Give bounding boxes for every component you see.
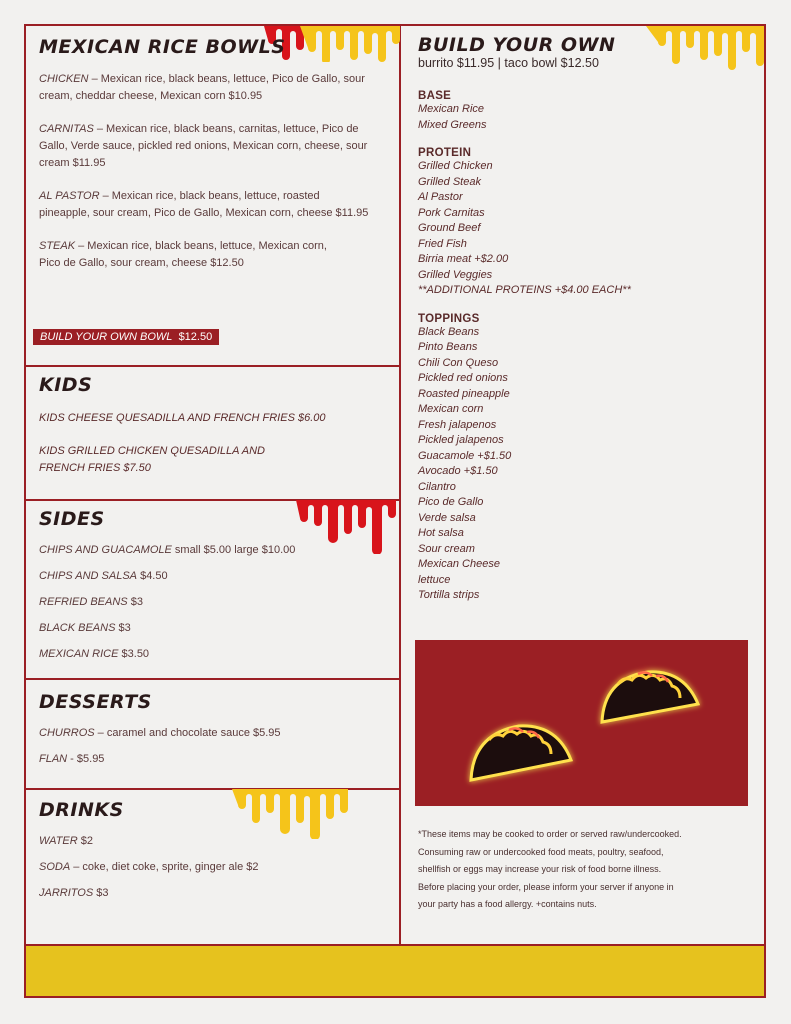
list-item: Grilled Steak	[418, 175, 481, 188]
menu-item	[39, 121, 369, 172]
list-item: Fresh jalapenos	[418, 418, 497, 431]
item-name: BLACK BEANS	[39, 622, 116, 634]
list-item: Pinto Beans	[418, 341, 478, 353]
menu-item	[39, 188, 369, 222]
item-name: WATER	[39, 835, 78, 847]
item-price: $3.50	[118, 648, 150, 660]
list-item: Mixed Greens	[418, 118, 487, 131]
divider	[24, 678, 400, 680]
menu-item	[39, 542, 369, 559]
item-name: CHIPS AND SALSA	[39, 570, 138, 582]
list-item: Tortilla strips	[418, 589, 480, 601]
build-your-own-section	[418, 34, 748, 604]
bottom-band	[26, 944, 764, 996]
list-item: Mexican Cheese	[418, 558, 500, 570]
section-title: SIDES	[39, 508, 105, 530]
item-name: CARNITAS	[39, 123, 94, 135]
list-item: Pico de Gallo	[418, 496, 484, 508]
item-name: CHICKEN	[39, 73, 89, 85]
item-name: REFRIED BEANS	[39, 596, 128, 608]
item-name: STEAK	[39, 240, 76, 252]
menu-item	[39, 620, 369, 637]
list-item: Birria meat +$2.00	[418, 253, 509, 265]
item-name: JARRITOS	[39, 887, 94, 899]
byo-bowl-label: BUILD YOUR OWN BOWL	[40, 331, 173, 343]
item-name: FLAN	[39, 753, 68, 765]
list-item: Mexican Rice	[418, 103, 485, 115]
list-item: Grilled Veggies	[418, 268, 493, 281]
menu-item	[39, 568, 369, 585]
allergy-disclaimer	[418, 826, 758, 914]
drinks-section	[39, 799, 369, 902]
list-item: **ADDITIONAL PROTEINS +$4.00 EACH**	[418, 284, 631, 296]
menu-item: KIDS GRILLED CHICKEN QUESADILLA AND FRENCH FRIES $7.50	[39, 445, 265, 474]
list-item: Pickled jalapenos	[418, 434, 504, 446]
item-price: $3	[127, 596, 143, 608]
section-title: KIDS	[39, 374, 93, 396]
item-desc: – Mexican rice, black beans, lettuce, Pico de Gallo, sour cream, cheddar cheese, Mexican corn $10.95	[39, 73, 365, 102]
protein-list	[418, 159, 748, 299]
protein-heading: PROTEIN	[418, 147, 472, 159]
item-name: CHIPS AND GUACAMOLE	[39, 544, 172, 556]
list-item: lettuce	[418, 573, 451, 586]
item-name: SODA	[39, 861, 71, 873]
menu-item	[39, 646, 369, 663]
sides-section	[39, 508, 369, 663]
disclaimer-line: *These items may be cooked to order or served raw/undercooked.	[418, 829, 682, 839]
list-item: Guacamole +$1.50	[418, 449, 512, 462]
section-title: DRINKS	[39, 799, 124, 821]
menu-item	[39, 885, 369, 902]
list-item: Cilantro	[418, 480, 456, 493]
list-item: Sour cream	[418, 542, 475, 555]
list-item: Black Beans	[418, 325, 480, 338]
list-item: Hot salsa	[418, 527, 464, 539]
section-title: BUILD YOUR OWN	[418, 34, 616, 56]
disclaimer-line: Before placing your order, please inform your server if anyone in	[418, 881, 674, 892]
list-item: Avocado +$1.50	[418, 465, 498, 477]
item-price: $2	[77, 835, 94, 847]
item-desc: – Mexican rice, black beans, lettuce, Mexican corn, Pico de Gallo, sour cream, cheese $12.50	[39, 240, 327, 269]
neon-taco-icon	[415, 640, 748, 806]
toppings-heading: TOPPINGS	[418, 312, 480, 325]
item-name: CHURROS	[39, 727, 95, 739]
item-price: - $5.95	[67, 753, 105, 765]
item-name: MEXICAN RICE	[39, 648, 119, 660]
item-price: $3	[115, 622, 131, 634]
disclaimer-line: Consuming raw or undercooked food meats, poultry, seafood,	[418, 846, 664, 857]
menu-item: KIDS CHEESE QUESADILLA AND FRENCH FRIES $6.00	[39, 412, 326, 424]
build-subtitle: burrito $11.95 | taco bowl $12.50	[418, 56, 599, 70]
list-item: Pork Carnitas	[418, 206, 485, 219]
menu-item	[39, 725, 369, 742]
item-price: – coke, diet coke, sprite, ginger ale $2	[70, 861, 259, 873]
base-heading: BASE	[418, 90, 452, 102]
byo-bowl-badge	[33, 329, 219, 345]
item-price: $4.50	[137, 570, 168, 582]
menu-item	[39, 751, 369, 768]
list-item: Roasted pineapple	[418, 387, 510, 400]
item-desc: – Mexican rice, black beans, carnitas, lettuce, Pico de Gallo, Verde sauce, pickled red onions, Mexican corn, cheese, sour cream $11.95	[39, 123, 368, 169]
menu-item	[39, 238, 339, 272]
byo-bowl-price: $12.50	[178, 331, 213, 343]
list-item: Verde salsa	[418, 511, 476, 524]
list-item: Pickled red onions	[418, 372, 508, 384]
menu-item	[39, 594, 369, 611]
section-title: MEXICAN RICE BOWLS	[39, 36, 286, 58]
list-item: Mexican corn	[418, 403, 484, 415]
menu-item	[39, 71, 369, 105]
base-list	[418, 102, 748, 133]
toppings-list	[418, 325, 748, 604]
list-item: Chili Con Queso	[418, 356, 499, 369]
column-divider	[399, 24, 401, 944]
divider	[24, 365, 400, 367]
list-item: Al Pastor	[418, 191, 463, 203]
list-item: Grilled Chicken	[418, 160, 493, 172]
list-item: Ground Beef	[418, 222, 481, 234]
menu-item	[39, 833, 369, 850]
item-name: AL PASTOR	[39, 190, 100, 202]
list-item: Fried Fish	[418, 237, 467, 250]
disclaimer-line: shellfish or eggs may increase your risk of food borne illness.	[418, 864, 662, 875]
kids-section	[39, 374, 339, 477]
taco-image-panel	[415, 640, 748, 806]
section-title: DESSERTS	[39, 691, 152, 713]
rice-bowls-section	[39, 36, 369, 272]
item-price: $3	[93, 887, 109, 899]
desserts-section	[39, 691, 369, 768]
item-price: small $5.00 large $10.00	[171, 544, 296, 556]
menu-item	[39, 859, 369, 876]
disclaimer-line: your party has a food allergy. +contains nuts.	[418, 899, 597, 910]
item-price: – caramel and chocolate sauce $5.95	[94, 727, 281, 739]
item-desc: – Mexican rice, black beans, lettuce, roasted pineapple, sour cream, Pico de Gallo, Mexican corn, cheese $11.95	[39, 190, 369, 219]
